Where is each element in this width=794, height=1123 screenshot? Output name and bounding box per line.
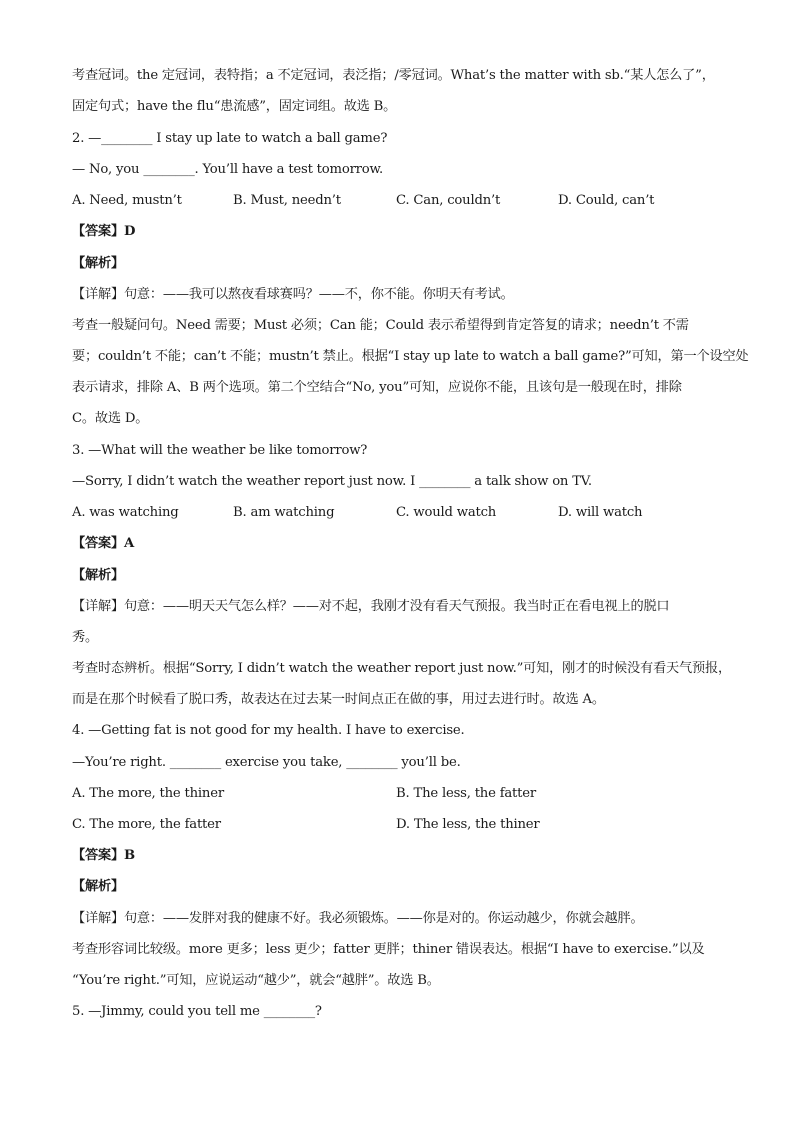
- question-2-reply: — No, you ________. You’ll have a test tomorrow.: [72, 162, 384, 177]
- q2-analysis-heading: 【解析】: [72, 256, 124, 271]
- q4-analysis-heading: 【解析】: [72, 879, 124, 894]
- question-3-reply: —Sorry, I didn’t watch the weather report just now. I ________ a talk show on TV.: [72, 474, 592, 489]
- question-2-prompt: 2. —________ I stay up late to watch a ball game?: [72, 131, 388, 146]
- q4-explanation-line-2: “You’re right.”可知，应说运动“越少”，就会“越胖”。故选 B。: [72, 973, 440, 988]
- q2-explanation-line-3: 表示请求，排除 A、B 两个选项。第二个空结合“No, you”可知，应说你不能，且该句是一般现在时，排除: [72, 380, 682, 395]
- q2-answer: 【答案】D: [72, 224, 136, 239]
- q3-detail-line-1: 【详解】句意：——明天天气怎么样？——对不起，我刚才没有看天气预报。我当时正在看电视上的脱口: [72, 599, 670, 614]
- q2-explanation-line-4: C。故选 D。: [72, 411, 149, 426]
- q3-explanation-line-2: 而是在那个时候看了脱口秀，故表达在过去某一时间点正在做的事，用过去进行时。故选 A。: [72, 692, 605, 707]
- q3-detail-line-2: 秀。: [72, 630, 98, 645]
- q2-explanation-line-1: 考查一般疑问句。Need 需要；Must 必须；Can 能；Could 表示希望得到肯定答复的请求；needn’t 不需: [72, 318, 689, 333]
- q3-answer: 【答案】A: [72, 536, 134, 551]
- question-4-prompt: 4. —Getting fat is not good for my health. I have to exercise.: [72, 723, 465, 738]
- q4-answer: 【答案】B: [72, 848, 135, 863]
- q4-detail: 【详解】句意：——发胖对我的健康不好。我必须锻炼。——你是对的。你运动越少，你就会越胖。: [72, 911, 644, 926]
- q3-option-b: B. am watching: [233, 505, 335, 520]
- question-4-reply: —You’re right. ________ exercise you take, ________ you’ll be.: [72, 755, 461, 770]
- q3-option-a: A. was watching: [72, 505, 179, 520]
- q3-option-d: D. will watch: [558, 505, 643, 520]
- question-3-prompt: 3. —What will the weather be like tomorrow?: [72, 443, 368, 458]
- q4-option-a: A. The more, the thiner: [72, 786, 224, 801]
- q4-option-c: C. The more, the fatter: [72, 817, 221, 832]
- q3-analysis-heading: 【解析】: [72, 568, 124, 583]
- explanation-q1-line-1: 考查冠词。the 定冠词，表特指；a 不定冠词，表泛指；/零冠词。What’s the matter with sb.“某人怎么了”，: [72, 68, 715, 83]
- q2-explanation-line-2: 要；couldn’t 不能；can’t 不能；mustn’t 禁止。根据“I stay up late to watch a ball game?”可知，第一个设空处: [72, 349, 749, 364]
- q3-explanation-line-1: 考查时态辨析。根据“Sorry, I didn’t watch the weather report just now.”可知，刚才的时候没有看天气预报，: [72, 661, 731, 676]
- q4-explanation-line-1: 考查形容词比较级。more 更多；less 更少；fatter 更胖；thiner 错误表达。根据“I have to exercise.”以及: [72, 942, 705, 957]
- q3-option-c: C. would watch: [396, 505, 497, 520]
- q2-detail: 【详解】句意：——我可以熬夜看球赛吗？——不，你不能。你明天有考试。: [72, 287, 514, 302]
- q2-option-c: C. Can, couldn’t: [396, 193, 501, 208]
- q2-option-d: D. Could, can’t: [558, 193, 655, 208]
- q2-option-b: B. Must, needn’t: [233, 193, 341, 208]
- question-5-prompt: 5. —Jimmy, could you tell me ________?: [72, 1004, 322, 1019]
- explanation-q1-line-2: 固定句式；have the flu“患流感”，固定词组。故选 B。: [72, 99, 397, 114]
- q2-option-a: A. Need, mustn’t: [72, 193, 182, 208]
- q4-option-b: B. The less, the fatter: [396, 786, 536, 801]
- q4-option-d: D. The less, the thiner: [396, 817, 540, 832]
